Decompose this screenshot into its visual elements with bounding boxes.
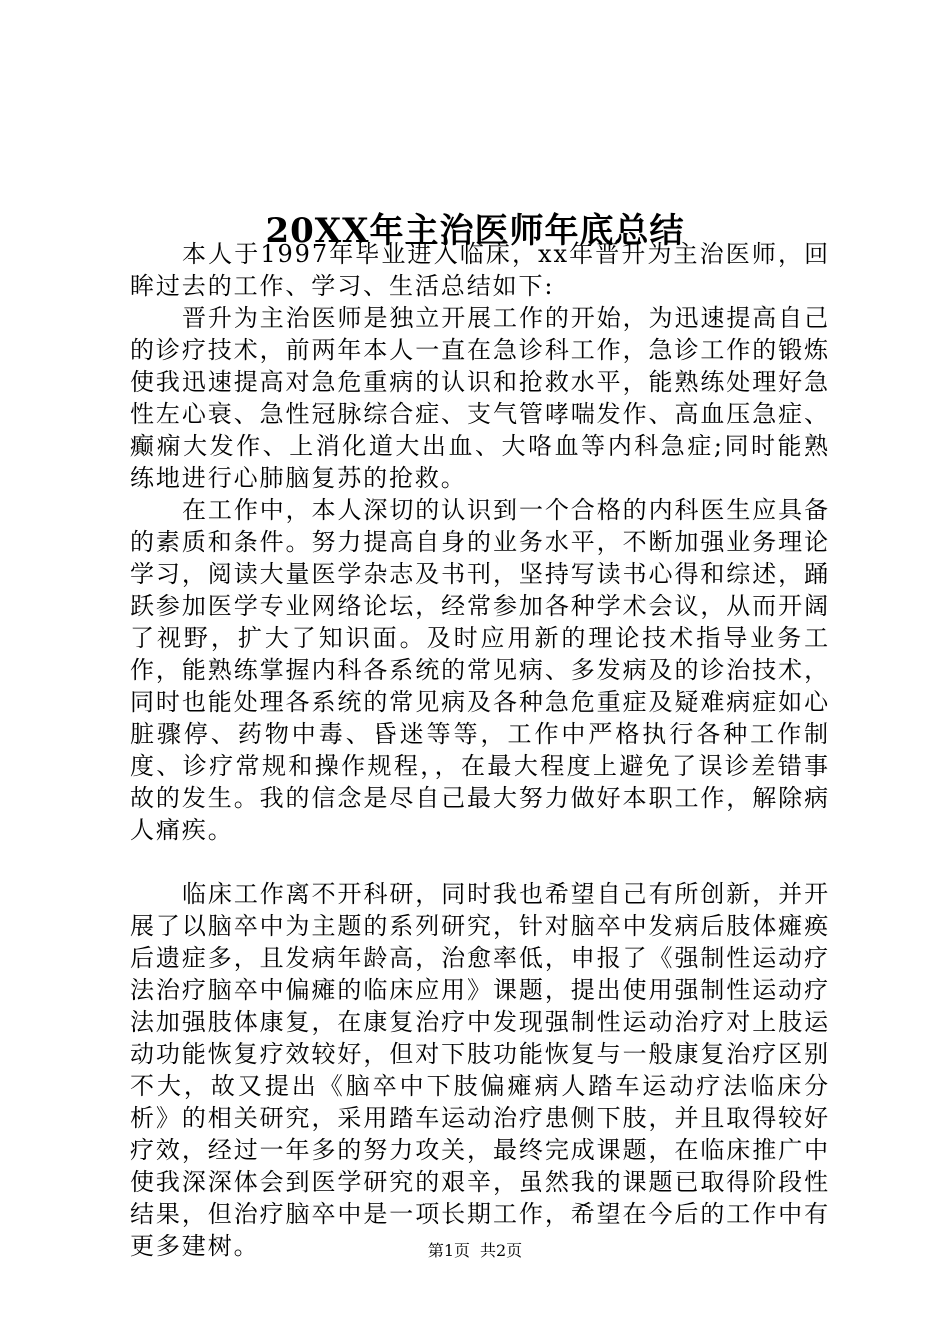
paragraph-emergency-work: 晋升为主治医师是独立开展工作的开始，为迅速提高自己的诊疗技术，前两年本人一直在急诊科工作，急诊工作的锻炼使我迅速提高对急危重病的认识和抢救水平，能熟练处理好急性左心衰、急性冠脉综合症、支气管哮喘发作、高血压急症、癫痫大发作、上消化道大出血、大咯血等内科急症;同时能熟练地进行心肺脑复苏的抢救。 bbox=[130, 304, 830, 492]
document-body bbox=[130, 238, 830, 1262]
paragraph-professional-growth: 在工作中，本人深切的认识到一个合格的内科医生应具备的素质和条件。努力提高自身的业务水平，不断加强业务理论学习，阅读大量医学杂志及书刊，坚持写读书心得和综述，踊跃参加医学专业网络论坛，经常参加各种学术会议，从而开阔了视野，扩大了知识面。及时应用新的理论技术指导业务工作，能熟练掌握内科各系统的常见病、多发病及的诊治技术，同时也能处理各系统的常见病及各种急危重症及疑难病症如心脏骤停、药物中毒、昏迷等等，工作中严格执行各种工作制度、诊疗常规和操作规程，，在最大程度上避免了误诊差错事故的发生。我的信念是尽自己最大努力做好本职工作，解除病人痛疾。 bbox=[130, 496, 830, 844]
page-footer bbox=[0, 1240, 950, 1262]
paragraph-intro: 本人于1997年毕业进入临床，xx年晋升为主治医师，回眸过去的工作、学习、生活总结如下: bbox=[130, 240, 830, 300]
paragraph-research: 临床工作离不开科研，同时我也希望自己有所创新，并开展了以脑卒中为主题的系列研究，针对脑卒中发病后肢体瘫痪后遗症多，且发病年龄高，治愈率低，申报了《强制性运动疗法治疗脑卒中偏瘫的临床应用》课题，提出使用强制性运动疗法加强肢体康复，在康复治疗中发现强制性运动治疗对上肢运动功能恢复疗效较好，但对下肢功能恢复与一般康复治疗区别不大，故又提出《脑卒中下肢偏瘫病人踏车运动疗法临床分析》的相关研究，采用踏车运动治疗患侧下肢，并且取得较好疗效，经过一年多的努力攻关，最终完成课题，在临床推广中使我深深体会到医学研究的艰辛，虽然我的课题已取得阶段性结果，但治疗脑卒中是一项长期工作，希望在今后的工作中有更多建树。 bbox=[130, 880, 830, 1260]
page-total: 共2页 bbox=[480, 1241, 523, 1260]
page-number: 第1页 bbox=[427, 1241, 470, 1260]
document-title: 20XX年主治医师年底总结 bbox=[265, 210, 685, 251]
